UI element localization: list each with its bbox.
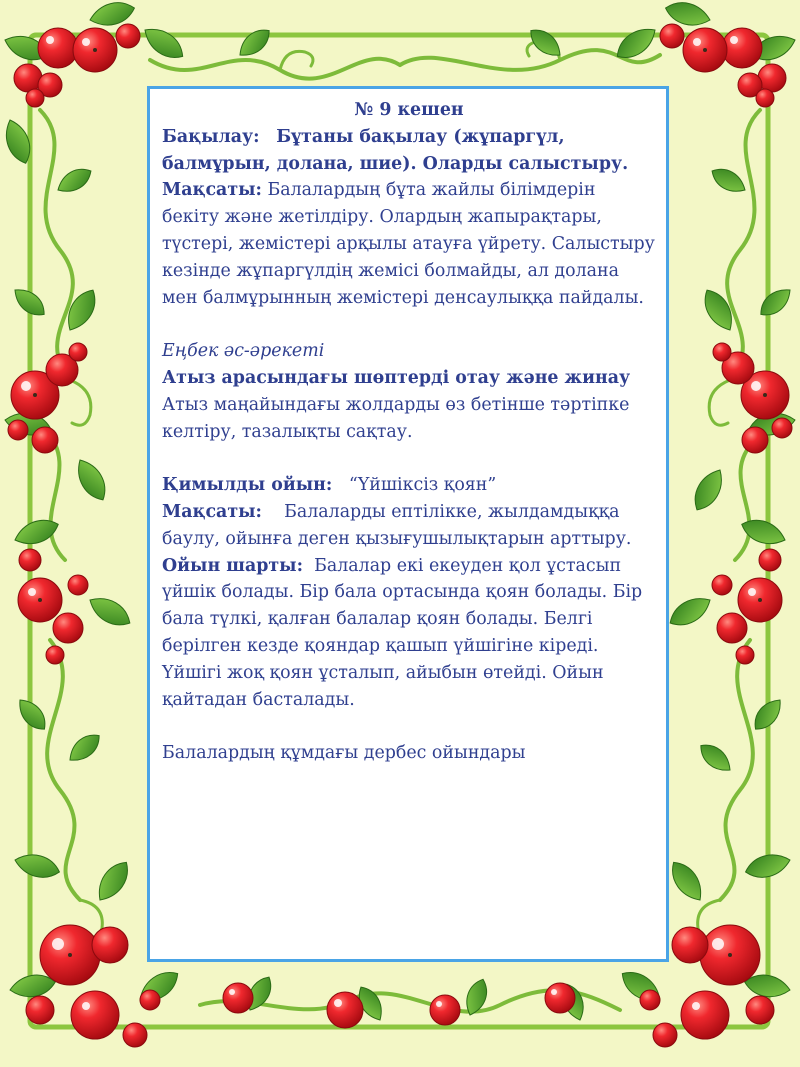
goal-label-1: Мақсаты: — [162, 180, 262, 201]
goal-label-2: Мақсаты: — [162, 501, 262, 522]
spacer — [162, 445, 656, 472]
spacer — [162, 311, 656, 338]
game-paragraph — [162, 472, 656, 499]
goal-paragraph-2 — [162, 499, 656, 553]
final-line: Балалардың құмдағы дербес ойындары — [162, 743, 526, 764]
rules-paragraph — [162, 553, 656, 714]
game-label: Қимылды ойын: — [162, 475, 333, 496]
content-card — [147, 86, 669, 962]
observation-text: Бұтаны бақылау (жұпаргүл, балмұрын, долана, шие). Оларды салыстыру. — [162, 126, 629, 174]
rules-text: Балалар екі екеуден қол ұстасып үйшік болады. Бір бала ортасында қоян болады. Бір бала түлкі, қалған балалар қоян болады. Белгі берілген кезде қояндар қашып үйшігіне кіреді. Үйшігі жоқ қоян ұсталып, айыбын өтейді. Ойын қайтадан басталады. — [162, 555, 643, 710]
game-name: “Үйшіксіз қоян” — [348, 475, 497, 496]
spacer — [162, 713, 656, 740]
goal-paragraph-1 — [162, 177, 656, 311]
labor-title: Атыз арасындағы шөптерді отау және жинау — [162, 367, 631, 388]
document-title: № 9 кешен — [354, 100, 464, 120]
goal-text-2: Балаларды ептілікке, жылдамдыққа баулу, ойынға деген қызығушылықтарын арттыру. — [162, 501, 632, 549]
observation-label: Бақылау: — [162, 126, 260, 147]
rules-label: Ойын шарты: — [162, 555, 304, 576]
observation-paragraph — [162, 124, 656, 178]
labor-text: Атыз маңайындағы жолдарды өз бетінше тәртіпке келтіру, тазалықты сақтау. — [162, 394, 630, 442]
goal-text-1: Балалардың бұта жайлы білімдерін бекіту және жетілдіру. Олардың жапырақтары, түстері, жемістері арқылы атауға үйрету. Салыстыру кезінде жұпаргүлдің жемісі болмайды, ал долана мен балмұрынның жемістері денсаулыққа пайдалы. — [162, 180, 655, 308]
labor-heading: Еңбек әс-әрекеті — [162, 341, 325, 362]
